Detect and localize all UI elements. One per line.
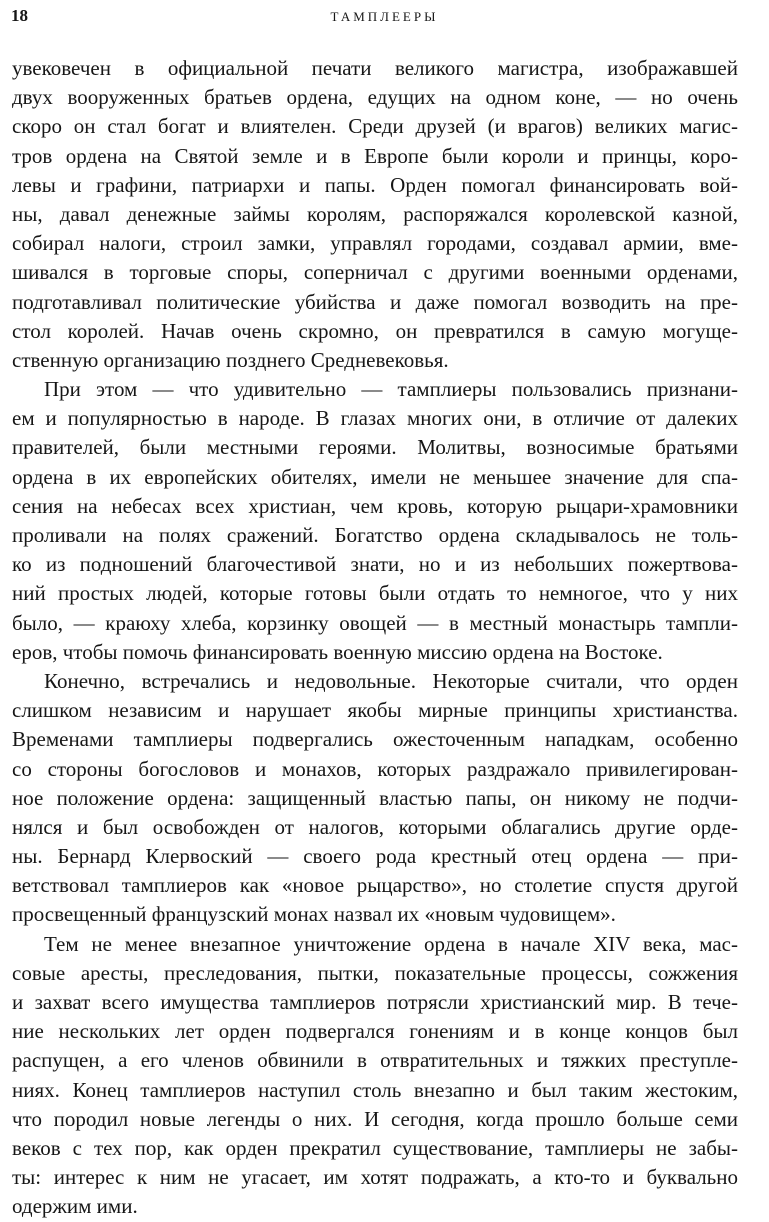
text-line: При этом — что удивительно — тамплиеры пользовались признани- [44, 377, 738, 402]
text-line: еров, чтобы помочь финансировать военную миссию ордена на Востоке. [12, 639, 663, 664]
text-line: проливали на полях сражений. Богатство ордена складывалось не толь- [12, 523, 738, 547]
text-line: распущен, а его членов обвинили в отвратительных и тяжких преступле- [12, 1048, 738, 1073]
text-line: тров ордена на Святой земле и в Европе были короли и принцы, коро- [12, 143, 738, 168]
running-title: ТАМПЛЕЕРЫ [330, 9, 439, 24]
text-line: шивался в торговые споры, соперничал с другими военными орденами, [12, 260, 738, 285]
text-line: слишком независим и нарушает якобы мирные принципы христианства. [12, 698, 738, 723]
text-line: ны. Бернард Клервоский — своего рода крестный отец ордена — при- [12, 844, 738, 869]
text-line: ниях. Конец тамплиеров наступил столь внезапно и был таким жестоким, [12, 1077, 738, 1102]
text-line: собирал налоги, строил замки, управлял городами, создавал армии, вме- [12, 231, 738, 256]
text-line: нялся и был освобожден от налогов, которыми облагались другие орде- [12, 814, 738, 839]
text-line: Временами тамплиеры подвергались ожесточенным нападкам, особенно [12, 727, 738, 752]
text-line: двух вооруженных братьев ордена, едущих на одном коне, — но очень [12, 85, 738, 110]
text-line: было, — краюху хлеба, корзинку овощей — в местный монастырь тампли- [12, 610, 738, 635]
text-line: одержим ими. [12, 1194, 138, 1219]
text-line: левы и графини, патриархи и папы. Орден помогал финансировать вой- [12, 172, 738, 197]
text-line: веков с тех пор, как орден прекратил существование, тамплиеры не забы- [12, 1135, 738, 1160]
text-line: Конечно, встречались и недовольные. Некоторые считали, что орден [44, 668, 738, 693]
text-line: ственную организацию позднего Средневековья. [12, 347, 449, 372]
text-line: скоро он стал богат и влиятелен. Среди друзей (и врагов) великих магис- [12, 114, 738, 139]
text-line: подготавливал политические убийства и даже помогал возводить на пре- [12, 289, 738, 314]
text-line: ние нескольких лет орден подвергался гонениям и в конце концов был [12, 1019, 738, 1044]
text-line: ко из подношений благочестивой знати, но и из небольших пожертвова- [12, 552, 738, 577]
body-text [12, 54, 738, 1222]
text-line: ветствовал тамплиеров как «новое рыцарство», но столетие спустя другой [12, 873, 738, 898]
text-line: ордена в их европейских обителях, имели не меньшее значение для спа- [12, 464, 738, 489]
text-line: сения на небесах всех христиан, чем кровь, которую рыцари-храмовники [12, 493, 738, 518]
text-line: что породил новые легенды о них. И сегодня, когда прошло больше семи [12, 1106, 738, 1131]
text-line: просвещенный французский монах назвал их «новым чудовищем». [12, 902, 616, 927]
text-line: совые аресты, преследования, пытки, показательные процессы, сожжения [12, 960, 738, 985]
text-line: правителей, были местными героями. Молитвы, возносимые братьями [12, 435, 738, 460]
text-line: ны, давал денежные займы королям, распоряжался королевской казной, [12, 201, 738, 226]
text-line: увековечен в официальной печати великого магистра, изображавшей [12, 56, 738, 80]
text-line: стол королей. Начав очень скромно, он превратился в самую могуще- [12, 318, 738, 343]
text-line: со стороны богословов и монахов, которых раздражало привилегирован- [12, 756, 738, 781]
text-line: ем и популярностью в народе. В глазах многих они, в отличие от далеких [12, 406, 738, 431]
text-line: ты: интерес к ним не угасает, им хотят подражать, а кто-то и буквально [12, 1165, 738, 1190]
text-line: ное положение ордена: защищенный властью папы, он никому не подчи- [12, 785, 738, 810]
text-line: Тем не менее внезапное уничтожение ордена в начале XIV века, мас- [44, 931, 738, 956]
text-line: и захват всего имущества тамплиеров потрясли христианский мир. В тече- [12, 990, 738, 1014]
text-line: ний простых людей, которые готовы были отдать то немногое, что у них [12, 581, 738, 606]
page-number: 18 [11, 6, 28, 25]
